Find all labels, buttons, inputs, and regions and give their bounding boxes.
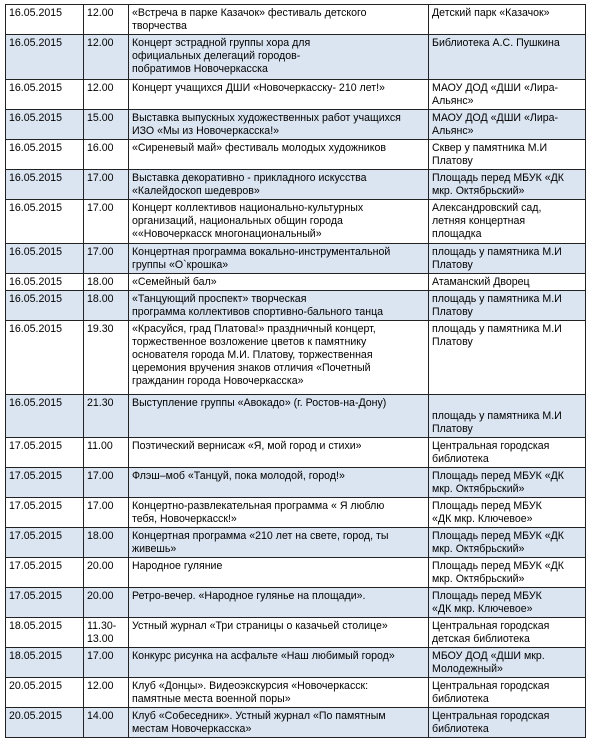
place-cell: площадь у памятника М.И Платову — [429, 395, 586, 438]
event-cell: Устный журнал «Три страницы о казачьей столице» — [129, 618, 429, 648]
table-row — [6, 438, 586, 468]
time-cell: 17.00 — [84, 200, 129, 244]
event-cell: Концертная программа «210 лет на свете, город, ты живешь» — [129, 528, 429, 558]
date-cell: 16.05.2015 — [6, 395, 84, 438]
date-cell: 16.05.2015 — [6, 110, 84, 140]
event-cell: Выставка декоративно - прикладного искусства «Калейдоскоп шедевров» — [129, 170, 429, 200]
date-cell: 20.05.2015 — [6, 708, 84, 738]
time-cell: 15.00 — [84, 110, 129, 140]
date-cell: 16.05.2015 — [6, 274, 84, 291]
place-cell: Александровский сад, летняя концертная площадка — [429, 200, 586, 244]
table-row — [6, 110, 586, 140]
place-cell: МАОУ ДОД «ДШИ «Лира- Альянс» — [429, 80, 586, 110]
place-cell: Центральная городская детская библиотека — [429, 618, 586, 648]
table-row — [6, 558, 586, 588]
date-cell: 17.05.2015 — [6, 438, 84, 468]
table-row — [6, 528, 586, 558]
date-cell: 20.05.2015 — [6, 678, 84, 708]
place-cell: Площадь перед МБУК «ДК мкр. Октябрьский» — [429, 468, 586, 498]
time-cell: 12.00 — [84, 678, 129, 708]
time-cell: 17.00 — [84, 244, 129, 274]
time-cell: 20.00 — [84, 558, 129, 588]
place-cell: Атаманский Дворец — [429, 274, 586, 291]
place-cell: Детский парк «Казачок» — [429, 5, 586, 35]
table-row — [6, 708, 586, 738]
event-cell: Флэш–моб «Танцуй, пока молодой, город!» — [129, 468, 429, 498]
table-row — [6, 5, 586, 35]
date-cell: 16.05.2015 — [6, 244, 84, 274]
time-cell: 17.00 — [84, 648, 129, 678]
date-cell: 17.05.2015 — [6, 528, 84, 558]
event-cell: Конкурс рисунка на асфальте «Наш любимый город» — [129, 648, 429, 678]
date-cell: 16.05.2015 — [6, 200, 84, 244]
time-cell: 19.30 — [84, 321, 129, 395]
schedule-rows — [6, 5, 586, 738]
event-cell: Выставка выпускных художественных работ учащихся ИЗО «Мы из Новочеркасска!» — [129, 110, 429, 140]
event-cell: «Сиреневый май» фестиваль молодых художников — [129, 140, 429, 170]
event-cell: Клуб «Донцы». Видеоэкскурсия «Новочеркасск: памятные места военной поры» — [129, 678, 429, 708]
event-cell: «Красуйся, град Платова!» праздничный концерт, торжественное возложение цветов к памятнику основателя города М.И. Платову, торжественная церемония вручения знаков отличия «Почетный гражданин города Новочеркасска» — [129, 321, 429, 395]
date-cell: 16.05.2015 — [6, 321, 84, 395]
place-cell: Площадь перед МБУК «ДК мкр. Октябрьский» — [429, 558, 586, 588]
date-cell: 16.05.2015 — [6, 35, 84, 80]
place-cell: площадь у памятника М.И Платову — [429, 244, 586, 274]
place-cell: Площадь перед МБУК «ДК мкр. Октябрьский» — [429, 170, 586, 200]
date-cell: 17.05.2015 — [6, 588, 84, 618]
date-cell: 18.05.2015 — [6, 618, 84, 648]
place-cell: Центральная городская библиотека — [429, 708, 586, 738]
event-cell: Концертная программа вокально-инструментальной группы «О`крошка» — [129, 244, 429, 274]
time-cell: 12.00 — [84, 80, 129, 110]
place-cell: площадь у памятника М.И Платову — [429, 321, 586, 395]
table-row — [6, 170, 586, 200]
event-cell: «Семейный бал» — [129, 274, 429, 291]
date-cell: 16.05.2015 — [6, 170, 84, 200]
event-cell: Народное гуляние — [129, 558, 429, 588]
table-row — [6, 648, 586, 678]
table-row — [6, 321, 586, 395]
place-cell: площадь у памятника М.И Платову — [429, 291, 586, 321]
events-schedule-table — [5, 4, 586, 738]
event-cell: Выступление группы «Авокадо» (г. Ростов-на-Дону) — [129, 395, 429, 438]
time-cell: 16.00 — [84, 140, 129, 170]
date-cell: 18.05.2015 — [6, 648, 84, 678]
table-row — [6, 291, 586, 321]
date-cell: 16.05.2015 — [6, 5, 84, 35]
place-cell: Площадь перед МБУК «ДК мкр. Ключевое» — [429, 588, 586, 618]
time-cell: 11.00 — [84, 438, 129, 468]
table-row — [6, 274, 586, 291]
event-cell: Концерт коллективов национально-культурных организаций, национальных общин города ««Новочеркасск многонациональный» — [129, 200, 429, 244]
time-cell: 12.00 — [84, 5, 129, 35]
date-cell: 16.05.2015 — [6, 140, 84, 170]
place-cell: МАОУ ДОД «ДШИ «Лира- Альянс» — [429, 110, 586, 140]
table-row — [6, 80, 586, 110]
place-cell: Площадь перед МБУК «ДК мкр. Ключевое» — [429, 498, 586, 528]
place-cell: Центральная городская библиотека — [429, 678, 586, 708]
place-cell: Площадь перед МБУК «ДК мкр. Октябрьский» — [429, 528, 586, 558]
event-cell: Ретро-вечер. «Народное гулянье на площади». — [129, 588, 429, 618]
table-row — [6, 140, 586, 170]
time-cell: 18.00 — [84, 274, 129, 291]
time-cell: 11.30- 13.00 — [84, 618, 129, 648]
event-cell: «Встреча в парке Казачок» фестиваль детского творчества — [129, 5, 429, 35]
table-row — [6, 498, 586, 528]
date-cell: 17.05.2015 — [6, 558, 84, 588]
table-row — [6, 678, 586, 708]
place-cell: МБОУ ДОД «ДШИ мкр. Молодежный» — [429, 648, 586, 678]
time-cell: 17.00 — [84, 170, 129, 200]
table-row — [6, 468, 586, 498]
time-cell: 17.00 — [84, 498, 129, 528]
date-cell: 16.05.2015 — [6, 80, 84, 110]
place-cell: Центральная городская библиотека — [429, 438, 586, 468]
event-cell: «Танцующий проспект» творческая программа коллективов спортивно-бального танца — [129, 291, 429, 321]
time-cell: 14.00 — [84, 708, 129, 738]
event-cell: Концертно-развлекательная программа « Я люблю тебя, Новочеркасск!» — [129, 498, 429, 528]
time-cell: 18.00 — [84, 528, 129, 558]
table-row — [6, 35, 586, 80]
date-cell: 16.05.2015 — [6, 291, 84, 321]
event-cell: Клуб «Собеседник». Устный журнал «По памятным местам Новочеркасска» — [129, 708, 429, 738]
table-row — [6, 395, 586, 438]
place-cell: Библиотека А.С. Пушкина — [429, 35, 586, 80]
time-cell: 20.00 — [84, 588, 129, 618]
event-cell: Концерт эстрадной группы хора для официальных делегаций городов- побратимов Новочеркасска — [129, 35, 429, 80]
date-cell: 17.05.2015 — [6, 468, 84, 498]
place-cell: Сквер у памятника М.И Платову — [429, 140, 586, 170]
table-row — [6, 200, 586, 244]
date-cell: 17.05.2015 — [6, 498, 84, 528]
time-cell: 21.30 — [84, 395, 129, 438]
table-row — [6, 618, 586, 648]
time-cell: 12.00 — [84, 35, 129, 80]
event-cell: Концерт учащихся ДШИ «Новочеркасску- 210 лет!» — [129, 80, 429, 110]
time-cell: 18.00 — [84, 291, 129, 321]
event-cell: Поэтический вернисаж «Я, мой город и стихи» — [129, 438, 429, 468]
table-row — [6, 588, 586, 618]
time-cell: 17.00 — [84, 468, 129, 498]
table-row — [6, 244, 586, 274]
